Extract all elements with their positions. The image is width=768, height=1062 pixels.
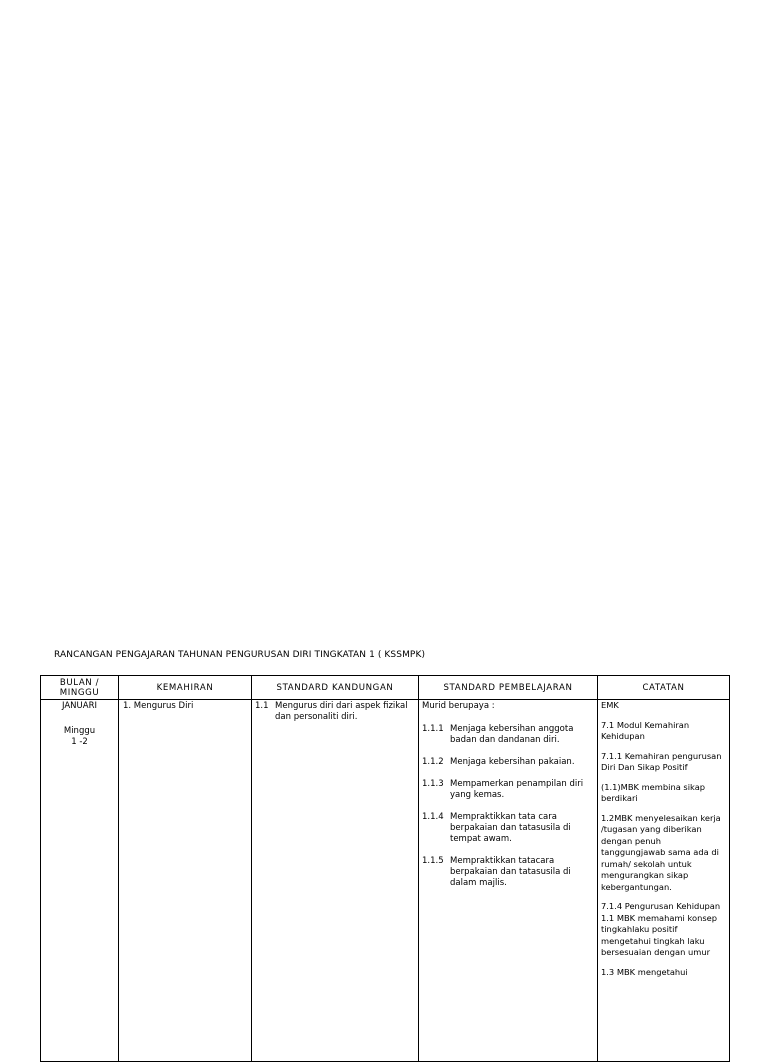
week-label: Minggu — [63, 726, 96, 736]
note-item: 1.1 MBK memahami konsep tingkahlaku positif mengetahui tingkah laku bersesuaian dengan umur — [601, 912, 718, 957]
learning-standard-number: 1.1.3 — [422, 779, 444, 789]
content-standard-text: Mengurus diri dari aspek fizikal dan personaliti diri. — [275, 701, 408, 722]
cell-learning-standard — [419, 700, 598, 1062]
header-skill: KEMAHIRAN — [119, 676, 252, 700]
note-item: (1.1)MBK membina sikap berdikari — [601, 781, 706, 803]
skill-text: 1. Mengurus Diri — [123, 701, 194, 711]
header-content-standard: STANDARD KANDUNGAN — [252, 676, 419, 700]
cell-skill — [119, 700, 252, 1062]
learning-standard-number: 1.1.1 — [422, 724, 444, 734]
cell-content-standard — [252, 700, 419, 1062]
header-learning-standard: STANDARD PEMBELAJARAN — [419, 676, 598, 700]
learning-standard-intro: Murid berupaya : — [422, 701, 495, 711]
learning-standard-text: Menjaga kebersihan pakaian. — [450, 757, 575, 767]
list-item — [422, 812, 597, 845]
lesson-plan-table — [40, 675, 730, 1062]
content-standard-number: 1.1 — [255, 701, 269, 711]
week-range: 1 -2 — [71, 737, 88, 747]
header-month-week: BULAN / MINGGU — [41, 676, 119, 700]
month-label: JANUARI — [62, 701, 97, 711]
list-item — [422, 779, 597, 801]
learning-standard-number: 1.1.2 — [422, 757, 444, 767]
learning-standard-text: Menjaga kebersihan anggota badan dan dandanan diri. — [450, 724, 574, 745]
table-row — [41, 700, 730, 1062]
note-item: 7.1 Modul Kemahiran Kehidupan — [601, 719, 690, 741]
learning-standard-text: Mempamerkan penampilan diri yang kemas. — [450, 779, 584, 800]
list-item — [422, 724, 597, 746]
header-notes: CATATAN — [598, 676, 730, 700]
note-item: 1.3 MBK mengetahui — [601, 966, 688, 977]
content-standard-item — [255, 701, 418, 723]
cell-notes — [598, 700, 730, 1062]
list-item — [422, 757, 597, 768]
note-emk: EMK — [601, 700, 619, 710]
list-item — [422, 856, 597, 889]
learning-standard-text: Mempraktikkan tata cara berpakaian dan tatasusila di tempat awam. — [450, 812, 571, 844]
learning-standard-text: Mempraktikkan tatacara berpakaian dan tatasusila di dalam majlis. — [450, 856, 571, 888]
document-title: RANCANGAN PENGAJARAN TAHUNAN PENGURUSAN DIRI TINGKATAN 1 ( KSSMPK) — [54, 650, 426, 660]
cell-month-week — [41, 700, 119, 1062]
note-item: 7.1.4 Pengurusan Kehidupan — [601, 901, 721, 911]
table-header-row — [41, 676, 730, 700]
note-item: 7.1.1 Kemahiran pengurusan Diri Dan Sikap Positif — [601, 750, 722, 772]
note-item: 1.2MBK menyelesaikan kerja /tugasan yang diberikan dengan penuh tanggungjawab sama ada di rumah/ sekolah untuk mengurangkan sikap kebergantungan. — [601, 812, 721, 892]
learning-standard-number: 1.1.5 — [422, 856, 444, 866]
learning-standard-number: 1.1.4 — [422, 812, 444, 822]
